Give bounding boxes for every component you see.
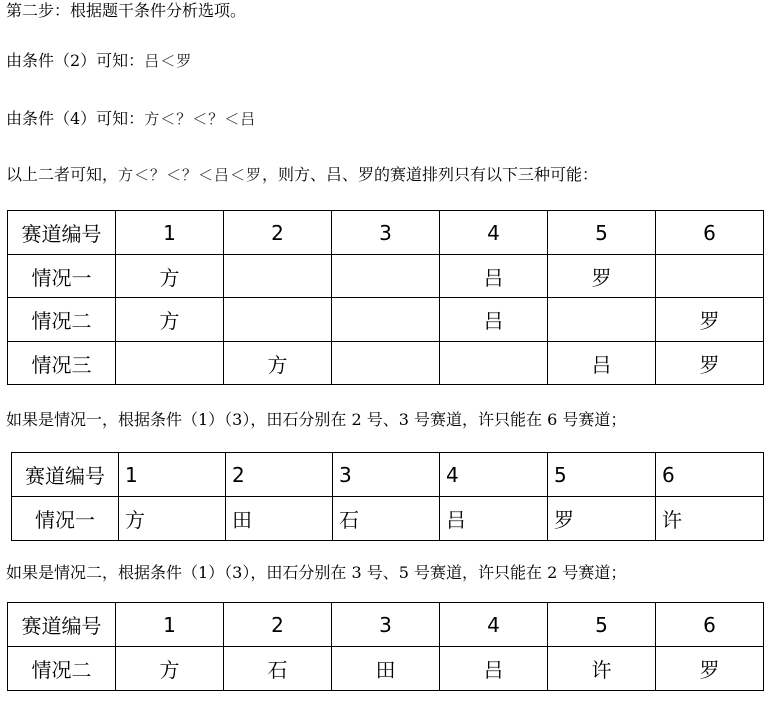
header-cell: 1 (116, 211, 224, 255)
table-row (8, 298, 764, 342)
header-cell: 1 (119, 453, 226, 497)
table-cell (224, 298, 332, 342)
table-cell: 田 (226, 497, 333, 541)
table-header-row (8, 211, 764, 255)
condition4-line (6, 108, 256, 130)
condition2-relation: 吕＜罗 (144, 52, 193, 70)
header-cell: 4 (440, 211, 548, 255)
combined-prefix: 以上二者可知， (6, 165, 119, 184)
table-cell (332, 342, 440, 385)
table-cell: 方 (119, 497, 226, 541)
header-cell: 赛道编号 (8, 211, 116, 255)
condition4-relation: 方＜？＜？＜吕 (144, 110, 257, 128)
condition4-prefix: 由条件（4）可知： (6, 109, 145, 128)
lane-table-case2 (7, 602, 764, 691)
table-cell: 情况一 (8, 255, 116, 298)
header-cell: 5 (548, 453, 656, 497)
table-cell: 情况一 (12, 497, 119, 541)
header-cell: 3 (333, 453, 440, 497)
table-cell: 石 (333, 497, 440, 541)
table-cell (656, 255, 764, 298)
header-cell: 1 (116, 603, 224, 647)
table-cell (224, 255, 332, 298)
lane-table-case1 (11, 452, 764, 541)
condition2-line (6, 50, 192, 72)
header-cell: 4 (440, 603, 548, 647)
table-cell: 吕 (440, 255, 548, 298)
header-cell: 2 (224, 211, 332, 255)
header-cell: 2 (226, 453, 333, 497)
table-cell: 许 (656, 497, 764, 541)
table-cell: 吕 (440, 497, 548, 541)
table-cell (332, 298, 440, 342)
table-cell: 罗 (656, 647, 764, 691)
table-cell: 罗 (656, 298, 764, 342)
header-cell: 3 (332, 603, 440, 647)
table-cell: 情况二 (8, 647, 116, 691)
table-cell: 吕 (440, 647, 548, 691)
header-cell: 赛道编号 (12, 453, 119, 497)
table-cell: 吕 (440, 298, 548, 342)
table-row (8, 647, 764, 691)
combined-suffix: ，则方、吕、罗的赛道排列只有以下三种可能： (262, 165, 599, 184)
header-cell: 2 (224, 603, 332, 647)
table-cell: 罗 (656, 342, 764, 385)
table-cell: 方 (116, 255, 224, 298)
table-header-row (8, 603, 764, 647)
table-cell (440, 342, 548, 385)
table-cell: 石 (224, 647, 332, 691)
table-cell: 田 (332, 647, 440, 691)
header-cell: 赛道编号 (8, 603, 116, 647)
table-cell: 方 (116, 647, 224, 691)
header-cell: 5 (548, 603, 656, 647)
header-cell: 6 (656, 453, 764, 497)
table-cell (548, 298, 656, 342)
header-cell: 4 (440, 453, 548, 497)
table-cell: 方 (116, 298, 224, 342)
table-row (12, 497, 764, 541)
table-cell: 方 (224, 342, 332, 385)
condition2-prefix: 由条件（2）可知： (6, 51, 145, 70)
header-cell: 6 (656, 211, 764, 255)
header-cell: 6 (656, 603, 764, 647)
table-cell: 罗 (548, 497, 656, 541)
table-cell: 吕 (548, 342, 656, 385)
table-cell: 罗 (548, 255, 656, 298)
combined-line (6, 164, 598, 186)
table-cell: 情况三 (8, 342, 116, 385)
table-cell (116, 342, 224, 385)
step2-heading: 第二步：根据题干条件分析选项。 (6, 1, 247, 20)
case2-intro: 如果是情况二，根据条件（1）（3），田石分别在 3 号、5 号赛道，许只能在 2 号赛道； (6, 563, 627, 582)
header-cell: 5 (548, 211, 656, 255)
header-cell: 3 (332, 211, 440, 255)
table-header-row (12, 453, 764, 497)
table-cell: 许 (548, 647, 656, 691)
combined-relation: 方＜？＜？＜吕＜罗 (118, 166, 263, 184)
table-cell: 情况二 (8, 298, 116, 342)
table-row (8, 255, 764, 298)
case1-intro: 如果是情况一，根据条件（1）（3），田石分别在 2 号、3 号赛道，许只能在 6 号赛道； (6, 410, 627, 429)
lane-table-cases (7, 210, 764, 385)
table-row (8, 342, 764, 385)
table-cell (332, 255, 440, 298)
